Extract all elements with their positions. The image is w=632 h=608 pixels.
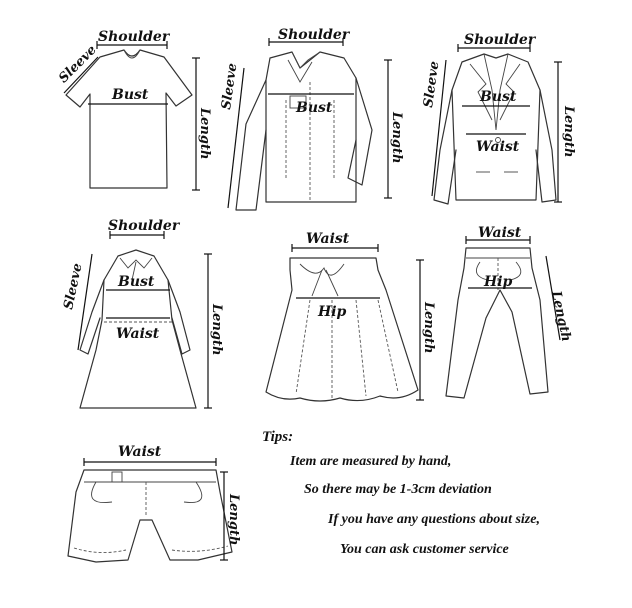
- blazer-waist-label: Waist: [476, 139, 520, 155]
- skirt-length-label: Length: [421, 302, 436, 354]
- blazer-bust-label: Bust: [480, 89, 517, 105]
- pants-waist-label: Waist: [478, 225, 522, 241]
- tips-title: Tips:: [262, 429, 294, 445]
- tips-block: [262, 429, 540, 557]
- shirt-shoulder-label: Shoulder: [278, 27, 350, 43]
- blazer-length-label: Length: [561, 106, 576, 158]
- skirt-waist-label: Waist: [306, 231, 350, 247]
- tshirt-length-label: Length: [197, 108, 212, 160]
- tip-line-2: So there may be 1-3cm deviation: [304, 482, 492, 497]
- pants-hip-label: Hip: [484, 274, 513, 290]
- tshirt-shoulder-label: Shoulder: [98, 29, 170, 45]
- dress-bust-label: Bust: [118, 274, 155, 290]
- shirt-length-label: Length: [389, 112, 404, 164]
- shirt-bust-label: Bust: [296, 100, 333, 116]
- pants-diagram: [446, 225, 573, 398]
- shirt-diagram: [219, 27, 404, 210]
- skirt-diagram: [266, 231, 436, 401]
- dress-sleeve-label: Sleeve: [61, 262, 86, 311]
- tshirt-bust-label: Bust: [112, 87, 149, 103]
- tshirt-sleeve-label: Sleeve: [56, 42, 100, 87]
- blazer-diagram: [421, 32, 576, 204]
- tip-line-3: If you have any questions about size,: [328, 512, 540, 527]
- dress-length-label: Length: [209, 304, 224, 356]
- dress-waist-label: Waist: [116, 326, 160, 342]
- shorts-waist-label: Waist: [118, 444, 162, 460]
- dress-diagram: [61, 218, 224, 408]
- skirt-hip-label: Hip: [318, 304, 347, 320]
- shirt-sleeve-label: Sleeve: [219, 62, 241, 111]
- shorts-diagram: [68, 444, 241, 562]
- dress-shoulder-label: Shoulder: [108, 218, 180, 234]
- blazer-sleeve-label: Sleeve: [421, 60, 443, 109]
- tip-line-4: You can ask customer service: [340, 542, 509, 557]
- shorts-length-label: Length: [226, 494, 241, 546]
- tshirt-diagram: [56, 29, 212, 190]
- pants-length-label: Length: [548, 289, 574, 344]
- tip-line-1: Item are measured by hand,: [290, 454, 452, 469]
- blazer-shoulder-label: Shoulder: [464, 32, 536, 48]
